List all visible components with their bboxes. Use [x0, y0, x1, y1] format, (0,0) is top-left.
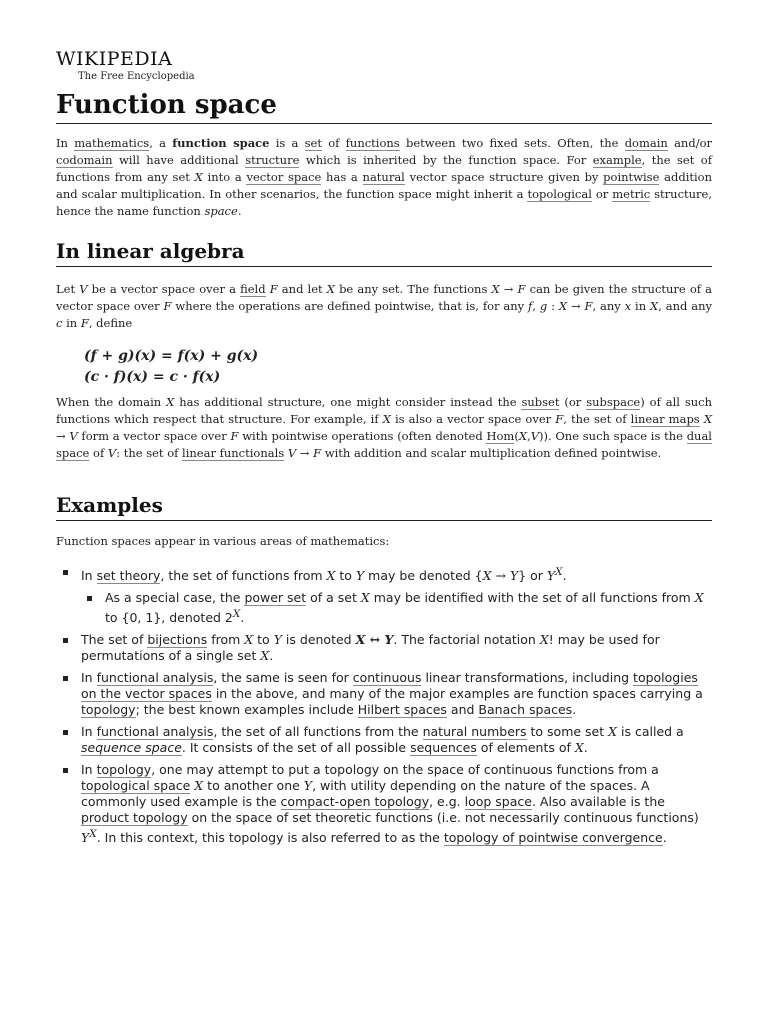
article-link[interactable]: linear maps	[630, 412, 700, 426]
math-symbol: X	[326, 568, 336, 584]
section-heading-linear-algebra: In linear algebra	[56, 238, 712, 267]
text-run: is a	[269, 136, 305, 150]
math-symbol: x	[624, 299, 632, 313]
article-link[interactable]: natural numbers	[422, 724, 527, 740]
text-run: has a	[321, 170, 363, 184]
text-run: , the set of all functions from the	[213, 724, 423, 740]
text-run: will have additional	[112, 153, 246, 167]
article-link[interactable]: mathematics	[74, 136, 150, 150]
article-link[interactable]: functional analysis	[96, 724, 214, 740]
text-run: , define	[88, 316, 133, 330]
example-list-item	[56, 724, 712, 756]
text-run: on the space of set theoretic functions (i.e. not necessarily continuous functions)	[187, 810, 699, 826]
math-symbol: Y	[81, 830, 90, 846]
superscript: X	[232, 608, 241, 621]
text-run: , the set of functions from any set	[56, 153, 712, 184]
text-run: is also a vector space over	[390, 412, 556, 426]
text-run: , with utility depending on the nature of the spaces. A commonly used example is the	[81, 778, 650, 810]
examples-lead: Function spaces appear in various areas of mathematics:	[56, 534, 390, 548]
math-symbol: Y	[546, 568, 556, 584]
math-symbol: F	[230, 429, 239, 443]
text-run: has additional structure, one might consider instead the	[174, 395, 522, 409]
article-link[interactable]: Banach spaces	[478, 702, 573, 718]
text-run: with addition and scalar multiplication defined pointwise.	[321, 446, 662, 460]
math-expression: X ↔ Y	[355, 632, 394, 648]
math-symbol: F	[80, 316, 89, 330]
math-symbol: X	[260, 648, 270, 664]
text-run: In	[81, 724, 97, 740]
text-run: be any set. The functions	[334, 282, 492, 296]
text-run: As a special case, the	[105, 590, 245, 606]
math-symbol: X → V	[56, 412, 713, 443]
text-run: of a set	[306, 590, 361, 606]
article-link[interactable]: product topology	[81, 810, 188, 826]
text-run: ; the best known examples include	[135, 702, 358, 718]
text-run: , and any	[658, 299, 712, 313]
linear-algebra-paragraph-1	[56, 281, 712, 332]
math-symbol: X → F	[558, 299, 593, 313]
article-link[interactable]: Hilbert spaces	[357, 702, 447, 718]
text-run: to another one	[203, 778, 304, 794]
article-link[interactable]: subspace	[586, 395, 641, 409]
text-run: between two fixed sets. Often, the	[399, 136, 625, 150]
math-symbol: f	[528, 299, 533, 313]
math-symbol: X	[650, 299, 659, 313]
text-run: vector space structure given by	[404, 170, 604, 184]
text-run: Let	[56, 282, 80, 296]
text-run: in	[62, 316, 81, 330]
article-link[interactable]: set theory	[96, 568, 161, 584]
text-run: and let	[277, 282, 327, 296]
text-run: is called a	[617, 724, 684, 740]
math-symbol: c	[56, 316, 63, 330]
math-symbol: X	[539, 632, 549, 648]
examples-list	[56, 564, 712, 846]
article-link[interactable]: loop space	[464, 794, 532, 810]
math-symbol: V	[530, 429, 539, 443]
text-run: , e.g.	[429, 794, 465, 810]
text-run: , the set of	[563, 412, 631, 426]
math-symbol: F	[163, 299, 172, 313]
example-list-item	[56, 564, 712, 584]
math-symbol: V	[79, 282, 88, 296]
math-symbol: X	[360, 590, 370, 606]
article-link[interactable]: functions	[345, 136, 400, 150]
math-symbol: F	[555, 412, 564, 426]
text-run: , one may attempt to put a topology on the space of continuous functions from a	[151, 762, 659, 778]
text-run: with pointwise operations (often denoted	[238, 429, 487, 443]
article-link[interactable]: metric	[612, 187, 651, 201]
article-link[interactable]: example	[592, 153, 642, 167]
text-run: ! may be used for permutations of a single set	[81, 632, 660, 664]
text-run: is denoted	[281, 632, 356, 648]
math-symbol: g	[539, 299, 548, 313]
text-run: .	[562, 568, 567, 584]
superscript: X	[89, 828, 97, 841]
text-run: When the domain	[56, 395, 167, 409]
article-link[interactable]: sequence space	[81, 740, 182, 756]
text-run: . In this context, this topology is also referred to as the	[96, 830, 444, 846]
text-run: of	[322, 136, 346, 150]
text-run: .	[240, 610, 245, 626]
text-run: to some set	[526, 724, 609, 740]
example-list-item	[56, 632, 712, 664]
example-list-item	[56, 670, 712, 718]
text-run: , the same is seen for	[213, 670, 353, 686]
math-symbol: X	[694, 590, 704, 606]
text-run: .	[583, 740, 588, 756]
text-run: In	[81, 670, 97, 686]
italic-text: space	[204, 204, 238, 218]
text-run: can be given the structure of a vector space over	[56, 282, 712, 313]
math-symbol: X	[518, 429, 528, 443]
text-run: . Also available is the	[531, 794, 665, 810]
text-run: .	[237, 204, 242, 218]
article-link[interactable]: domain	[624, 136, 668, 150]
text-run: , a	[149, 136, 173, 150]
math-symbol: V → F	[287, 446, 322, 460]
article-link[interactable]: continuous	[352, 670, 422, 686]
math-symbol: X	[608, 724, 618, 740]
text-run: linear transformations, including	[421, 670, 634, 686]
math-symbol: X	[194, 170, 203, 184]
text-run: in	[631, 299, 650, 313]
math-symbol: Y	[303, 778, 313, 794]
math-symbol: Y	[355, 568, 365, 584]
text-run: . The factorial notation	[393, 632, 540, 648]
article-link[interactable]: power set	[244, 590, 307, 606]
math-symbol: X	[194, 778, 204, 794]
math-symbol: F	[269, 282, 278, 296]
text-run: to	[253, 632, 274, 648]
wikipedia-logo[interactable]	[56, 48, 712, 83]
equation-sum: (f + g)(x) = f(x) + g(x)	[84, 348, 259, 364]
text-run: . It consists of the set of all possible	[181, 740, 411, 756]
example-list-item	[56, 762, 712, 846]
article-link[interactable]: set	[304, 136, 322, 150]
article-link[interactable]: topology	[81, 702, 136, 718]
article-link[interactable]: pointwise	[603, 170, 660, 184]
article-link[interactable]: functional analysis	[96, 670, 214, 686]
text-run: where the operations are defined pointwise, that is, for any	[171, 299, 529, 313]
text-run: of elements of	[476, 740, 575, 756]
article-link[interactable]: topologies on the vector spaces	[81, 670, 698, 702]
article-link[interactable]: topological space	[81, 778, 191, 794]
wordmark: WIKIPEDIA	[56, 48, 173, 70]
text-run: or	[591, 187, 613, 201]
article-link[interactable]: vector space	[246, 170, 322, 184]
math-symbol: Y	[273, 632, 282, 648]
definition-equations	[56, 346, 712, 388]
math-symbol: X	[326, 282, 335, 296]
text-run: .	[572, 702, 577, 718]
article-link[interactable]: dual space	[56, 429, 712, 460]
article-link[interactable]: compact-open topology	[280, 794, 430, 810]
text-run: to	[335, 568, 356, 584]
superscript: X	[555, 566, 563, 578]
text-run: .	[662, 830, 667, 846]
text-run: :	[547, 299, 559, 313]
text-run: may be identified with the set of all functions from	[369, 590, 695, 606]
example-list-item	[56, 590, 712, 626]
text-run: .	[269, 648, 274, 664]
math-symbol: X	[574, 740, 584, 756]
text-run: In	[81, 762, 97, 778]
article-link[interactable]: natural	[362, 170, 405, 184]
text-run: The set of	[81, 632, 148, 648]
text-run: In	[81, 568, 97, 584]
text-run: ) of all such functions which respect that structure. For example, if	[56, 395, 712, 426]
article-link[interactable]: field	[240, 282, 266, 296]
text-run: structure, hence the name function	[56, 187, 713, 218]
text-run: form a vector space over	[77, 429, 231, 443]
math-symbol: X	[244, 632, 254, 648]
article-link[interactable]: sequences	[410, 740, 477, 756]
text-run: of	[89, 446, 108, 460]
equation-scalar: (c · f)(x) = c · f(x)	[84, 369, 221, 385]
math-symbol: X	[382, 412, 391, 426]
article	[56, 48, 712, 852]
article-link[interactable]: topology of pointwise convergence	[443, 830, 663, 846]
text-run: in the above, and many of the major examples are function spaces carrying a	[211, 686, 703, 702]
text-run: ,	[532, 299, 540, 313]
text-run: } or	[518, 568, 547, 584]
page-title: Function space	[56, 89, 712, 124]
math-symbol: X → Y	[482, 568, 519, 584]
text-run: to {0, 1}, denoted 2	[105, 610, 233, 626]
article-link[interactable]: structure	[245, 153, 300, 167]
text-run: may be denoted {	[364, 568, 483, 584]
linear-algebra-paragraph-2	[56, 394, 712, 462]
text-run: and/or	[667, 136, 712, 150]
text-run: : the set of	[116, 446, 183, 460]
article-link[interactable]: linear functionals	[182, 446, 285, 460]
text-run: which is inherited by the function space. For	[299, 153, 593, 167]
text-run: addition and scalar multiplication. In other scenarios, the function space might inherit a	[56, 170, 712, 201]
text-run: , any	[592, 299, 625, 313]
article-link[interactable]: topology	[96, 762, 152, 778]
text-run: and	[446, 702, 479, 718]
article-link[interactable]: topological	[527, 187, 592, 201]
text-run: (or	[559, 395, 587, 409]
text-run: (	[514, 429, 519, 443]
article-link[interactable]: subset	[521, 395, 560, 409]
text-run: In	[56, 136, 75, 150]
text-run: ,	[527, 429, 531, 443]
article-link[interactable]: codomain	[56, 153, 113, 167]
tagline: The Free Encyclopedia	[78, 71, 195, 82]
article-link[interactable]: Hom	[486, 429, 515, 443]
math-symbol: V	[107, 446, 117, 460]
intro-paragraph	[56, 135, 712, 220]
math-symbol: X	[166, 395, 175, 409]
text-run: , the set of functions from	[160, 568, 327, 584]
text-run: )). One such space is the	[539, 429, 687, 443]
bold-term: function space	[172, 136, 270, 150]
article-link[interactable]: bijections	[147, 632, 208, 648]
math-symbol: X → F	[491, 282, 526, 296]
text-run: into a	[202, 170, 247, 184]
text-run: be a vector space over a	[87, 282, 241, 296]
section-heading-examples: Examples	[56, 492, 712, 521]
text-run: from	[207, 632, 245, 648]
